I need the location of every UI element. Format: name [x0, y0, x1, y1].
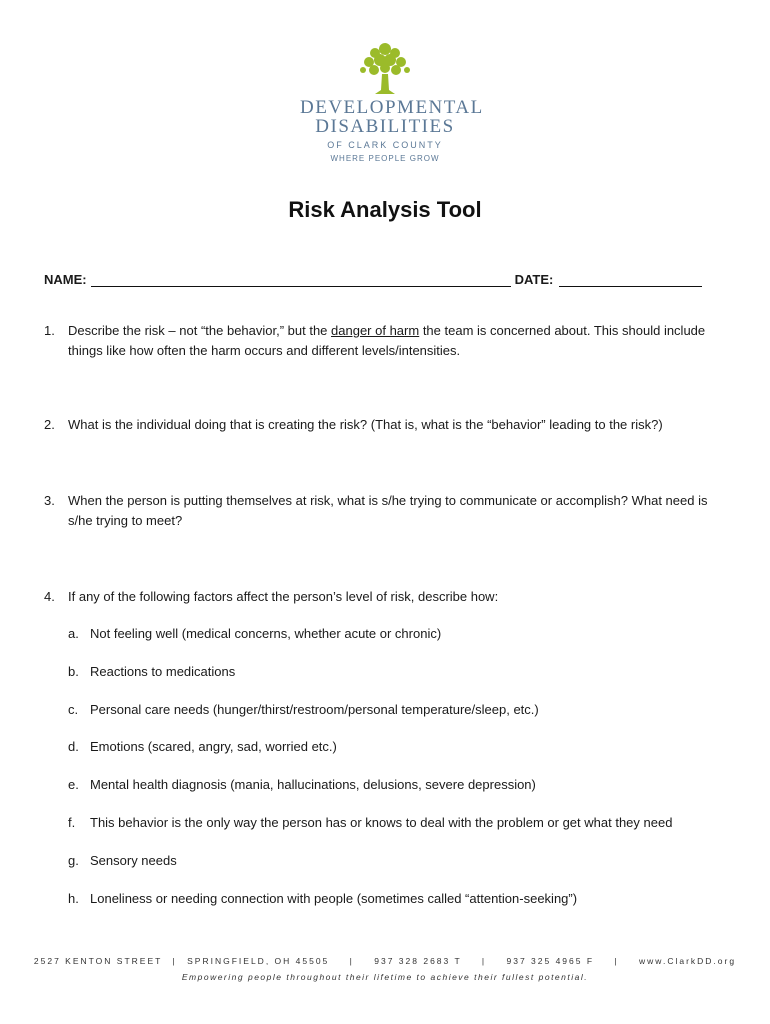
factor-item: [68, 889, 748, 909]
question-text-part: Describe the risk – not “the behavior,” but the: [68, 323, 332, 338]
factor-text: Reactions to medications: [90, 664, 236, 679]
factor-text: Sensory needs: [90, 853, 177, 868]
page-title: Risk Analysis Tool: [288, 197, 482, 222]
footer-separator: |: [614, 956, 619, 966]
factor-letter: f.: [68, 815, 76, 830]
factor-letter: c.: [68, 702, 79, 717]
factor-text: This behavior is the only way the person has or knows to deal with the problem or get what they need: [90, 815, 673, 830]
question-number: 1.: [44, 323, 55, 338]
factor-text: Emotions (scared, angry, sad, worried etc.): [90, 739, 337, 754]
factor-item: [68, 775, 748, 795]
question-text-part: the team is concerned about. This should include things like how often the harm occurs and different levels/intensities.: [68, 323, 706, 358]
date-field[interactable]: [559, 271, 702, 287]
name-field[interactable]: [91, 271, 511, 287]
factor-letter: a.: [68, 626, 79, 641]
factor-item: [68, 813, 748, 833]
footer-fax: 937 325 4965 F: [506, 956, 595, 966]
factor-letter: b.: [68, 664, 79, 679]
footer-contact: [0, 956, 770, 966]
footer-separator: |: [481, 956, 487, 966]
date-label: DATE:: [514, 272, 554, 287]
question-1: [44, 321, 724, 361]
logo-line-2: DISABILITIES: [315, 116, 455, 137]
name-label: NAME:: [44, 272, 87, 287]
logo-line-3: OF CLARK COUNTY: [327, 140, 443, 150]
question-number: 4.: [44, 589, 55, 604]
question-text: [68, 321, 724, 361]
question-4: [44, 587, 724, 607]
question-text: What is the individual doing that is creating the risk? (That is, what is the “behavior” leading to the risk?): [68, 417, 663, 432]
factor-item: [68, 737, 748, 757]
question-number: 2.: [44, 417, 55, 432]
question-text: If any of the following factors affect the person’s level of risk, describe how:: [68, 589, 499, 604]
factor-letter: d.: [68, 739, 79, 754]
factor-letter: e.: [68, 777, 79, 792]
footer-separator: |: [349, 956, 354, 966]
organization-logo: [300, 40, 484, 163]
factor-letter: h.: [68, 891, 79, 906]
factor-item: [68, 624, 748, 644]
footer-separator: |: [172, 956, 177, 966]
factor-item: [68, 851, 748, 871]
question-number: 3.: [44, 493, 55, 508]
factor-item: [68, 662, 748, 682]
question-2: [44, 415, 724, 435]
factor-text: Loneliness or needing connection with people (sometimes called “attention-seeking”): [90, 891, 578, 906]
name-date-row: [44, 267, 706, 287]
question-text: When the person is putting themselves at risk, what is s/he trying to communicate or accomplish? What need is s/he trying to meet?: [68, 493, 708, 528]
logo-tagline: WHERE PEOPLE GROW: [330, 154, 440, 163]
factor-text: Personal care needs (hunger/thirst/restroom/personal temperature/sleep, etc.): [90, 702, 539, 717]
question-3: [44, 491, 724, 531]
footer-phone: 937 328 2683 T: [374, 956, 462, 966]
factor-item: [68, 700, 748, 720]
footer-address: 2527 KENTON STREET: [33, 956, 163, 966]
emphasis-text: danger of harm: [331, 323, 420, 338]
factor-text: Mental health diagnosis (mania, hallucinations, delusions, severe depression): [90, 777, 536, 792]
tree-icon: [355, 40, 415, 98]
factor-letter: g.: [68, 853, 79, 868]
factor-text: Not feeling well (medical concerns, whether acute or chronic): [90, 626, 442, 641]
logo-line-1: DEVELOPMENTAL: [300, 97, 484, 118]
footer-tagline: Empowering people throughout their lifetime to achieve their fullest potential.: [181, 972, 589, 982]
footer-city: SPRINGFIELD, OH 45505: [187, 956, 330, 966]
footer-website: www.ClarkDD.org: [639, 956, 737, 966]
